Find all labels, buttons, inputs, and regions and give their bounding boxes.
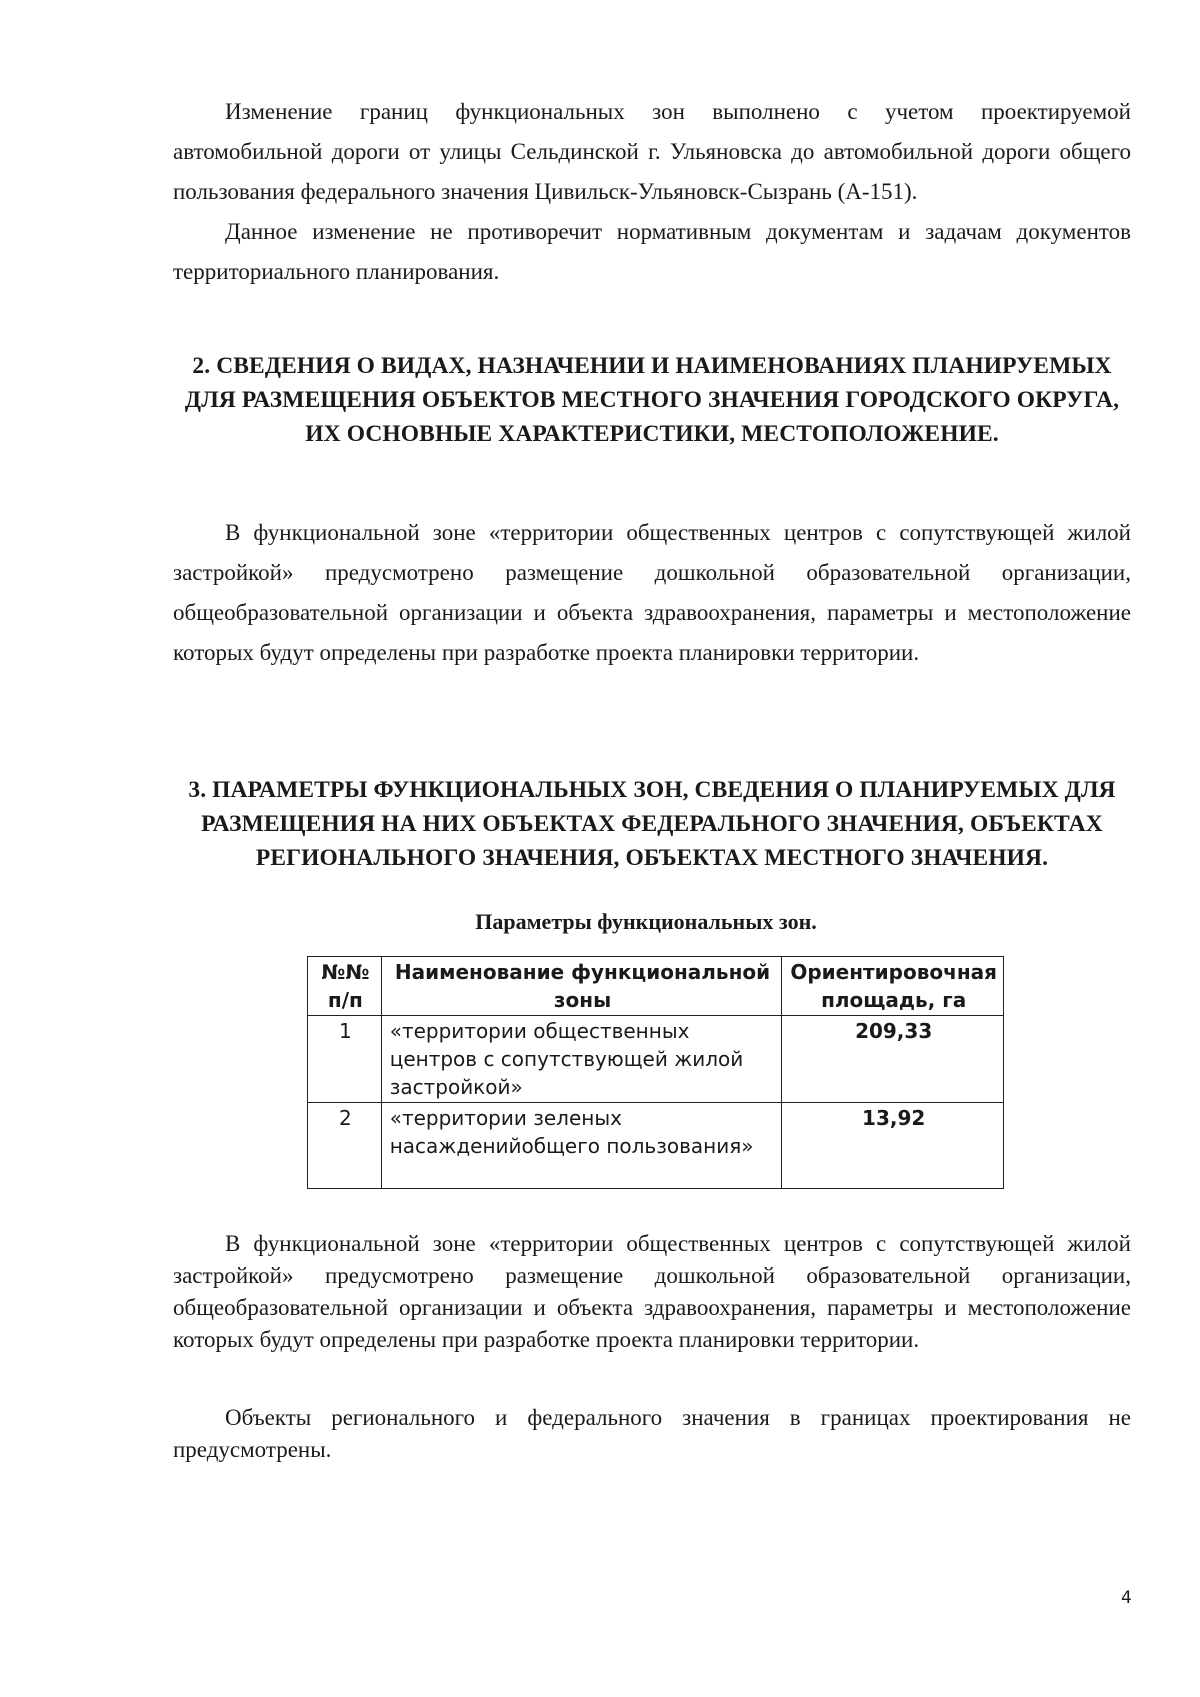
- paragraph-zone-boundaries: Изменение границ функциональных зон выполнено с учетом проектируемой автомобильной дороги от улицы Сельдинской г. Ульяновска до автомобильной дороги общего пользования федерального значения Цивильск-Ульяновск-Сызрань (А-151).: [173, 99, 1131, 204]
- column-header-zone-name: Наименование функциональной зоны: [381, 957, 782, 1016]
- zone-area: 13,92: [782, 1103, 1004, 1189]
- functional-zones-table: [307, 956, 1004, 1189]
- paragraph-public-centers-2: В функциональной зоне «территории общественных центров с сопутствующей жилой застройкой» предусмотрено размещение дошкольной образовательной организации, общеобразовательной организации и объекта здравоохранения, параметры и местоположение которых будут определены при разработке проекта планировки территории.: [173, 1231, 1131, 1352]
- zone-name: «территории общественных центров с сопутствующей жилой застройкой»: [381, 1016, 782, 1103]
- column-header-area: Ориентировочная площадь, га: [782, 957, 1004, 1016]
- table-row: [308, 1016, 1004, 1103]
- table-header-row: [308, 957, 1004, 1016]
- zone-name: «территории зеленых насажденийобщего пользования»: [381, 1103, 782, 1189]
- paragraph-regional-federal: Объекты регионального и федерального значения в границах проектирования не предусмотрены.: [173, 1405, 1131, 1462]
- paragraph-no-contradiction: Данное изменение не противоречит нормативным документам и задачам документов территориального планирования.: [173, 219, 1131, 284]
- row-number: 1: [308, 1016, 382, 1103]
- row-number: 2: [308, 1103, 382, 1189]
- section-3-heading: 3. ПАРАМЕТРЫ ФУНКЦИОНАЛЬНЫХ ЗОН, СВЕДЕНИЯ О ПЛАНИРУЕМЫХ ДЛЯ РАЗМЕЩЕНИЯ НА НИХ ОБЪЕКТАХ ФЕДЕРАЛЬНОГО ЗНАЧЕНИЯ, ОБЪЕКТАХ РЕГИОНАЛЬНОГО ЗНАЧЕНИЯ, ОБЪЕКТАХ МЕСТНОГО ЗНАЧЕНИЯ.: [188, 777, 1116, 871]
- column-header-number: №№ п/п: [308, 957, 382, 1016]
- section-2-heading: 2. СВЕДЕНИЯ О ВИДАХ, НАЗНАЧЕНИИ И НАИМЕНОВАНИЯХ ПЛАНИРУЕМЫХ ДЛЯ РАЗМЕЩЕНИЯ ОБЪЕКТОВ МЕСТНОГО ЗНАЧЕНИЯ ГОРОДСКОГО ОКРУГА, ИХ ОСНОВНЫЕ ХАРАКТЕРИСТИКИ, МЕСТОПОЛОЖЕНИЕ.: [184, 353, 1120, 447]
- zone-area: 209,33: [782, 1016, 1004, 1103]
- paragraph-public-centers-1: В функциональной зоне «территории общественных центров с сопутствующей жилой застройкой» предусмотрено размещение дошкольной образовательной организации, общеобразовательной организации и объекта здравоохранения, параметры и местоположение которых будут определены при разработке проекта планировки территории.: [173, 520, 1131, 665]
- table-caption: Параметры функциональных зон.: [475, 909, 817, 934]
- page-number: 4: [1121, 1588, 1132, 1608]
- table-row: [308, 1103, 1004, 1189]
